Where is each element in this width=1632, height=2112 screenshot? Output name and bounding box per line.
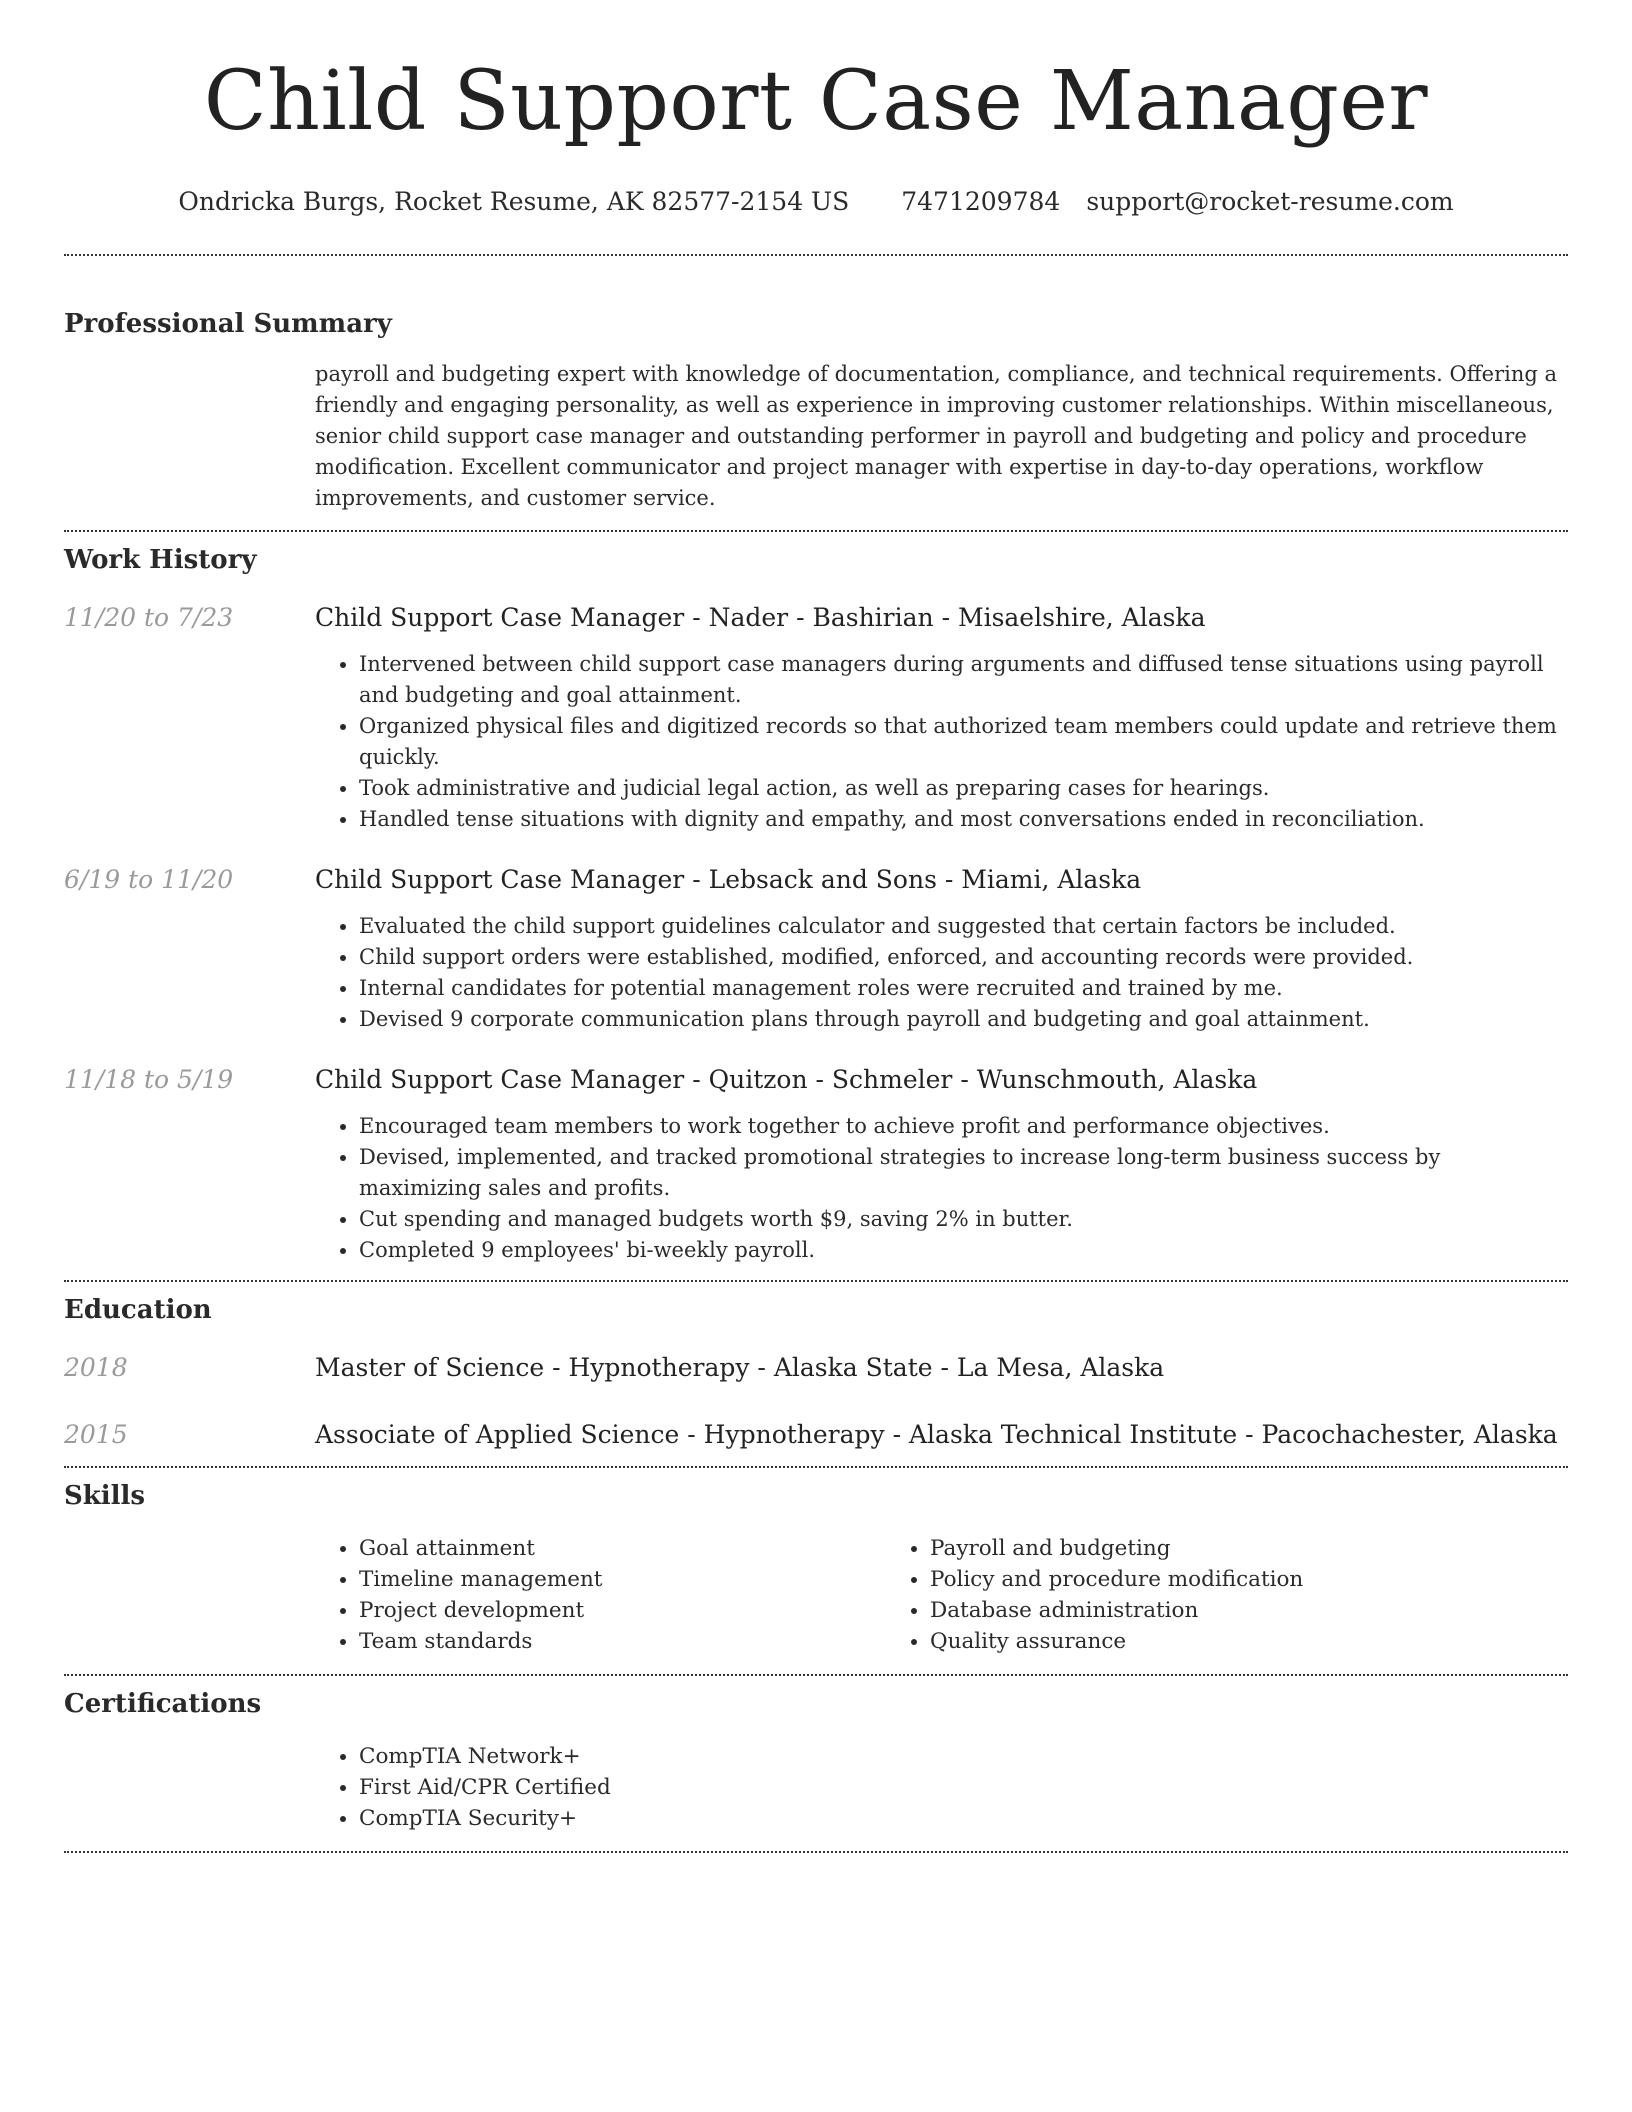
work-history-heading: Work History: [64, 545, 257, 575]
job-title: Child Support Case Manager - Nader - Bashirian - Misaelshire, Alaska: [315, 603, 1206, 632]
list-item: • Encouraged team members to work together to achieve profit and performance objectives.: [359, 1111, 1568, 1142]
list-item: • Child support orders were established, modified, enforced, and accounting records were provided.: [359, 942, 1568, 973]
list-item: • Internal candidates for potential management roles were recruited and trained by me.: [359, 973, 1568, 1004]
list-item: • Devised 9 corporate communication plans through payroll and budgeting and goal attainment.: [359, 1004, 1568, 1035]
job-dates: 6/19 to 11/20: [64, 865, 234, 894]
list-item: • Evaluated the child support guidelines calculator and suggested that certain factors be included.: [359, 911, 1568, 942]
education-entry: [64, 1351, 1568, 1385]
list-item: • Organized physical files and digitized records so that authorized team members could update and retrieve them quickly.: [359, 711, 1568, 773]
education-degree: Associate of Applied Science - Hypnotherapy - Alaska Technical Institute - Pacochachester, Alaska: [315, 1420, 1558, 1449]
job-dates: 11/20 to 7/23: [64, 603, 234, 632]
job-entry: [64, 601, 1568, 835]
skills-grid: [315, 1533, 1568, 1657]
education-year: 2018: [64, 1353, 128, 1382]
contact-line: [64, 186, 1568, 218]
list-item: • Took administrative and judicial legal action, as well as preparing cases for hearings.: [359, 773, 1568, 804]
certifications-heading: Certifications: [64, 1689, 262, 1719]
list-item: • Project development: [359, 1595, 886, 1626]
list-item: • Database administration: [930, 1595, 1457, 1626]
skills-list-left: [315, 1533, 886, 1657]
education-section: [64, 1293, 1568, 1452]
education-heading: Education: [64, 1295, 212, 1325]
divider: [64, 530, 1568, 532]
list-item: • Payroll and budgeting: [930, 1533, 1457, 1564]
job-bullets: [315, 649, 1568, 835]
education-year: 2015: [64, 1420, 128, 1449]
job-dates: 11/18 to 5/19: [64, 1065, 234, 1094]
contact-phone: 7471209784: [901, 187, 1061, 216]
summary-heading: Professional Summary: [64, 309, 392, 339]
education-degree: Master of Science - Hypnotherapy - Alaska State - La Mesa, Alaska: [315, 1353, 1165, 1382]
education-entry: [64, 1418, 1568, 1452]
job-bullets: [315, 1111, 1568, 1266]
contact-address: Ondricka Burgs, Rocket Resume, AK 82577-2154 US: [178, 187, 850, 216]
divider: [64, 1466, 1568, 1468]
list-item: • Completed 9 employees' bi-weekly payroll.: [359, 1235, 1568, 1266]
page-title: Child Support Case Manager: [203, 54, 1429, 149]
summary-text: payroll and budgeting expert with knowledge of documentation, compliance, and technical requirements. Offering a friendly and engaging personality, as well as experience in improving customer relationships. Within miscellaneous, senior child support case manager and outstanding performer in payroll and budgeting and policy and procedure modification. Excellent communicator and project manager with expertise in day-to-day operations, workflow improvements, and customer service.: [315, 362, 1557, 510]
divider: [64, 254, 1568, 256]
work-history-section: [64, 543, 1568, 1266]
list-item: • Handled tense situations with dignity and empathy, and most conversations ended in reconciliation.: [359, 804, 1568, 835]
contact-email: support@rocket-resume.com: [1086, 187, 1454, 216]
list-item: • Goal attainment: [359, 1533, 886, 1564]
divider: [64, 1280, 1568, 1282]
list-item: • First Aid/CPR Certified: [359, 1772, 1568, 1803]
job-entry: [64, 1063, 1568, 1266]
list-item: • Cut spending and managed budgets worth $9, saving 2% in butter.: [359, 1204, 1568, 1235]
job-title: Child Support Case Manager - Lebsack and Sons - Miami, Alaska: [315, 865, 1142, 894]
list-item: • Team standards: [359, 1626, 886, 1657]
certifications-section: [64, 1687, 1568, 1834]
skills-section: [64, 1479, 1568, 1657]
skills-list-right: [886, 1533, 1457, 1657]
job-bullets: [315, 911, 1568, 1035]
divider: [64, 1851, 1568, 1853]
list-item: • CompTIA Network+: [359, 1741, 1568, 1772]
divider: [64, 1674, 1568, 1676]
list-item: • Devised, implemented, and tracked promotional strategies to increase long-term business success by maximizing sales and profits.: [359, 1142, 1568, 1204]
summary-section: [64, 307, 1568, 514]
list-item: • Intervened between child support case managers during arguments and diffused tense situations using payroll and budgeting and goal attainment.: [359, 649, 1568, 711]
list-item: • Quality assurance: [930, 1626, 1457, 1657]
list-item: • Policy and procedure modification: [930, 1564, 1457, 1595]
job-title: Child Support Case Manager - Quitzon - Schmeler - Wunschmouth, Alaska: [315, 1065, 1258, 1094]
job-entry: [64, 863, 1568, 1035]
skills-heading: Skills: [64, 1481, 146, 1511]
certifications-list: [315, 1741, 1568, 1834]
list-item: • Timeline management: [359, 1564, 886, 1595]
list-item: • CompTIA Security+: [359, 1803, 1568, 1834]
